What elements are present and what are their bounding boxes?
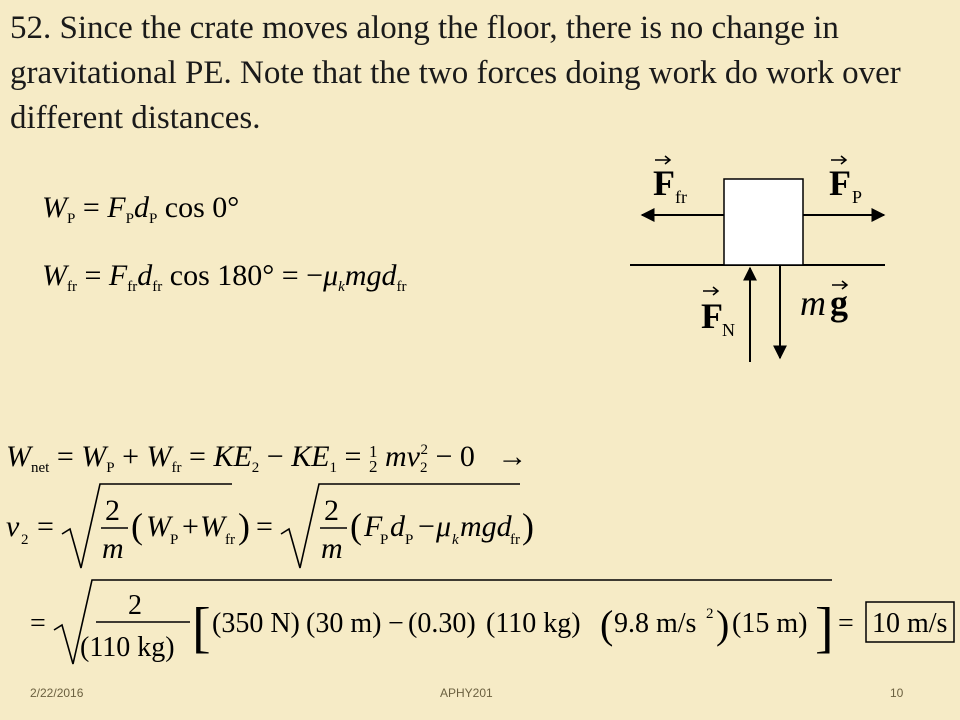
footer-date: 2/22/2016 — [30, 686, 84, 700]
svg-text:+: + — [182, 510, 199, 543]
crate — [724, 179, 803, 265]
svg-text:d: d — [390, 510, 405, 543]
svg-text:(350 N): (350 N) — [212, 608, 300, 639]
svg-text:fr: fr — [225, 532, 235, 548]
free-body-diagram — [620, 150, 920, 380]
svg-text:]: ] — [815, 597, 834, 659]
svg-text:=: = — [256, 510, 273, 543]
svg-text:): ) — [522, 506, 534, 546]
svg-text:F: F — [364, 510, 383, 543]
svg-text:fr: fr — [675, 187, 687, 207]
svg-text:(: ( — [131, 506, 143, 546]
footer-page-number: 10 — [890, 686, 904, 700]
svg-text:W: W — [200, 510, 225, 543]
svg-text:=: = — [838, 608, 854, 639]
svg-text:(: ( — [350, 506, 362, 546]
svg-text:=: = — [30, 608, 46, 639]
svg-text:9.8 m/s: 9.8 m/s — [614, 608, 697, 639]
svg-text:2: 2 — [128, 590, 142, 621]
svg-text:2: 2 — [706, 606, 714, 622]
svg-text:(15 m): (15 m) — [732, 608, 808, 639]
svg-text:m: m — [321, 532, 343, 565]
svg-text:−: − — [418, 510, 435, 543]
push-force-label — [829, 156, 862, 207]
svg-text:F: F — [653, 163, 675, 203]
svg-text:μ: μ — [436, 510, 452, 543]
svg-text:): ) — [716, 602, 730, 647]
svg-text:[: [ — [192, 597, 211, 659]
equation-work-friction: $W_{fr} = F_{fr}d_{fr}$ $\cos 180^\circ = -\mu_kmgd_{fr}$ — [42, 259, 407, 295]
friction-force-label — [653, 156, 687, 207]
svg-text:W: W — [146, 510, 171, 543]
svg-text:(: ( — [600, 602, 614, 647]
svg-text:2: 2 — [21, 532, 29, 548]
normal-force-label — [701, 287, 735, 340]
weight-label — [800, 281, 848, 323]
svg-text:m: m — [102, 532, 124, 565]
svg-text:(110 kg): (110 kg) — [486, 608, 581, 639]
svg-text:P: P — [170, 532, 179, 548]
equation-speed-numeric — [0, 572, 960, 672]
equation-speed-symbolic — [0, 478, 540, 574]
slide-heading: 52. Since the crate moves along the floor, there is no change in gravitational PE. Note that the two forces doing work do work over different distances. — [10, 10, 901, 136]
svg-text:P: P — [380, 532, 389, 548]
svg-text:P: P — [852, 187, 863, 207]
footer-course: APHY201 — [440, 686, 493, 700]
svg-text:fr: fr — [510, 532, 520, 548]
svg-text:N: N — [722, 320, 735, 340]
svg-text:2: 2 — [324, 494, 339, 527]
svg-text:2: 2 — [105, 494, 120, 527]
svg-text:F: F — [701, 296, 723, 336]
svg-text:−: − — [388, 608, 404, 639]
svg-text:mgd: mgd — [460, 510, 512, 543]
svg-text:(110 kg): (110 kg) — [80, 632, 175, 663]
svg-text:10 m/s: 10 m/s — [872, 608, 948, 639]
svg-text:v: v — [6, 510, 20, 543]
svg-text:(0.30): (0.30) — [408, 608, 476, 639]
svg-text:=: = — [37, 510, 54, 543]
svg-text:(30 m): (30 m) — [306, 608, 382, 639]
svg-text:g: g — [830, 283, 848, 323]
equation-work-push: $W_P = F_Pd_P$ cos 0° — [42, 191, 240, 227]
svg-text:F: F — [829, 163, 851, 203]
equation-net-work: $W_{net} = W_P + W_{fr} = KE_2 - KE_1 = 1$ 2 $mv_2^2 - 0$ → — [6, 440, 528, 477]
svg-text:m: m — [800, 283, 826, 323]
svg-text:k: k — [452, 532, 459, 548]
svg-text:P: P — [405, 532, 414, 548]
svg-text:): ) — [238, 506, 250, 546]
